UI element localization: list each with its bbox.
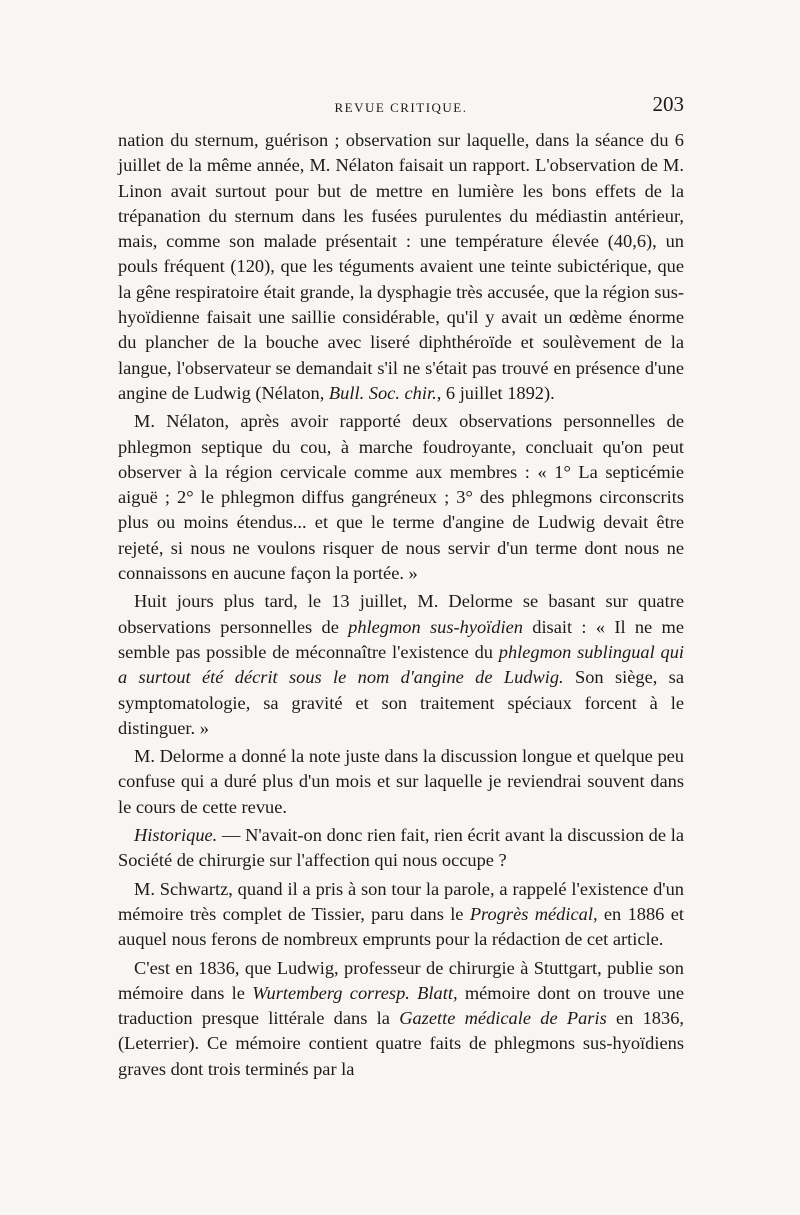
- text-run: mémoire dont on trouve une traduction presque littérale dans la: [118, 982, 685, 1029]
- text-run: en 1836, (Leterrier). Ce mémoire contient quatre faits de phlegmons sus-hyoïdiens graves dont trois terminés par la: [118, 1008, 684, 1079]
- italic-text: Historique.: [134, 825, 218, 846]
- running-head: [118, 92, 684, 122]
- text-run: Huit jours plus tard, le 13 juillet, M. Delorme se basant sur quatre observations personnelles de: [118, 591, 684, 637]
- text-run: M. Nélaton, après avoir rapporté deux observations personnelles de phlegmon septique du cou, à marche foudroyante, concluait qu'on peut observer à la région cervicale comme aux membres : « 1° La septicémie aiguë ; 2° le phlegmon diffus gangréneux ; 3° des phlegmons circonscrits plus ou moins étendus... et que le terme d'angine de Ludwig devait être rejeté, si nous ne voulons risquer de nous servir d'un terme dont nous ne connaissons en aucune façon la portée. »: [118, 411, 684, 584]
- italic-text: phlegmon sublingual qui a surtout été décrit sous le nom d'angine de Ludwig.: [118, 641, 684, 688]
- italic-text: phlegmon sus-hyoïdien: [348, 616, 523, 637]
- paragraph: [118, 128, 684, 406]
- paragraph: [118, 744, 684, 820]
- italic-text: Bull. Soc. chir.: [328, 382, 437, 403]
- italic-text: Wurtemberg corresp. Blatt,: [252, 982, 458, 1003]
- text-run: , 6 juillet 1892).: [436, 382, 555, 403]
- body-text: [118, 128, 684, 1082]
- paragraph: [118, 589, 684, 741]
- paragraph: [118, 823, 684, 874]
- running-title: REVUE CRITIQUE.: [334, 100, 468, 115]
- page-number: 203: [652, 92, 684, 116]
- paragraph: [118, 409, 684, 586]
- paragraph: [118, 956, 684, 1082]
- text-run: Son siège, sa symptomatologie, sa gravité et son traitement spéciaux forcent à le distinguer. »: [118, 667, 684, 738]
- text-run: — N'avait-on donc rien fait, rien écrit avant la discussion de la Société de chirurgie sur l'affection qui nous occupe ?: [118, 825, 684, 871]
- italic-text: Progrès médical,: [469, 903, 598, 924]
- paragraph: [118, 877, 684, 953]
- text-run: M. Schwartz, quand il a pris à son tour la parole, a rappelé l'existence d'un mémoire très complet de Tissier, paru dans le: [118, 878, 684, 924]
- text-run: M. Delorme a donné la note juste dans la discussion longue et quelque peu confuse qui a duré plus d'un mois et sur laquelle je reviendrai souvent dans le cours de cette revue.: [118, 746, 684, 817]
- text-run: nation du sternum, guérison ; observation sur laquelle, dans la séance du 6 juillet de la même année, M. Nélaton faisait un rapport. L'observation de M. Linon avait surtout pour but de mettre en lumière les bons effets de la trépanation du sternum dans les fusées purulentes du médiastin antérieur, mais, comme son malade présentait : une température élevée (40,6), un pouls fréquent (120), que les téguments avaient une teinte subictérique, que la gêne respiratoire était grande, la dysphagie très accusée, que la région sus-hyoïdienne faisait une saillie considérable, qu'il y avait un œdème énorme du plancher de la bouche avec liseré diphthéroïde et soulèvement de la langue, l'observateur se demandait s'il ne s'était pas trouvé en présence d'une angine de Ludwig (Nélaton,: [118, 130, 684, 403]
- text-run: en 1886 et auquel nous ferons de nombreux emprunts pour la rédaction de cet article.: [118, 903, 684, 950]
- text-run: C'est en 1836, que Ludwig, professeur de chirurgie à Stuttgart, publie son mémoire dans le: [118, 957, 684, 1003]
- italic-text: Gazette médicale de Paris: [399, 1008, 607, 1029]
- text-run: disait : « Il ne me semble pas possible de méconnaître l'existence du: [118, 616, 684, 662]
